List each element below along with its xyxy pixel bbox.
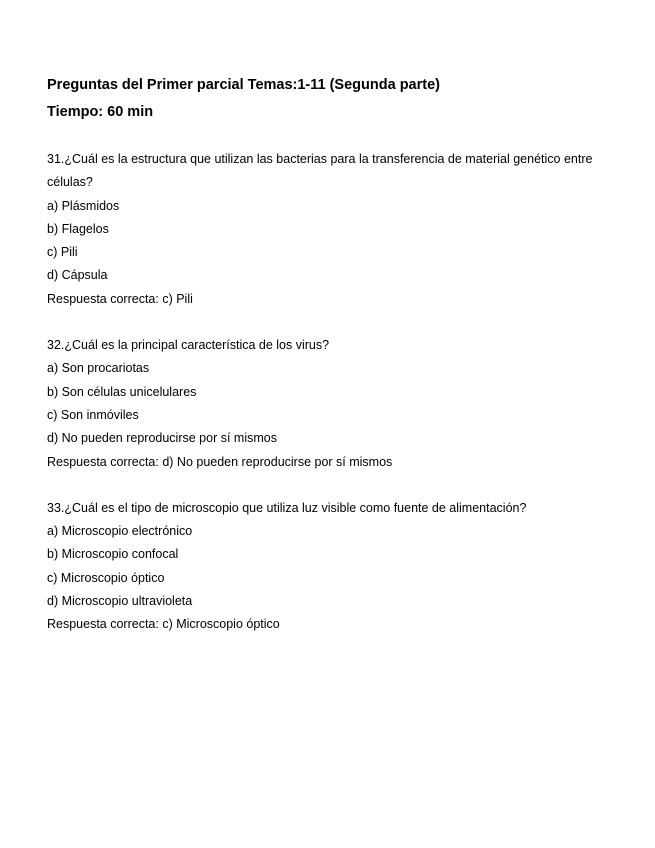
question-33 — [47, 497, 622, 637]
option-b: b) Son células unicelulares — [47, 384, 197, 399]
option-a: a) Son procariotas — [47, 361, 150, 376]
option-list — [47, 357, 622, 450]
document-title: Preguntas del Primer parcial Temas:1-11 (Segunda parte) — [47, 77, 440, 93]
question-32 — [47, 334, 622, 474]
option-b: b) Microscopio confocal — [47, 547, 179, 562]
option-list — [47, 195, 622, 288]
option-list — [47, 520, 622, 613]
correct-answer: Respuesta correcta: d) No pueden reproducirse por sí mismos — [47, 454, 393, 469]
option-d: d) Cápsula — [47, 268, 108, 283]
option-c: c) Pili — [47, 245, 78, 260]
question-text: 33.¿Cuál es el tipo de microscopio que utiliza luz visible como fuente de alimentación? — [47, 500, 527, 515]
option-c: c) Microscopio óptico — [47, 570, 165, 585]
question-list — [47, 148, 622, 637]
correct-answer: Respuesta correcta: c) Microscopio óptico — [47, 617, 280, 632]
option-a: a) Plásmidos — [47, 198, 120, 213]
option-d: d) Microscopio ultravioleta — [47, 594, 193, 609]
option-c: c) Son inmóviles — [47, 407, 139, 422]
time-limit: Tiempo: 60 min — [47, 104, 154, 120]
question-text: 32.¿Cuál es la principal característica de los virus? — [47, 338, 330, 353]
option-a: a) Microscopio electrónico — [47, 524, 193, 539]
option-d: d) No pueden reproducirse por sí mismos — [47, 431, 277, 446]
question-text: 31.¿Cuál es la estructura que utilizan las bacterias para la transferencia de material genético entre células? — [47, 152, 593, 190]
document-page — [47, 76, 622, 660]
option-b: b) Flagelos — [47, 221, 109, 236]
correct-answer: Respuesta correcta: c) Pili — [47, 291, 193, 306]
question-31 — [47, 148, 622, 311]
